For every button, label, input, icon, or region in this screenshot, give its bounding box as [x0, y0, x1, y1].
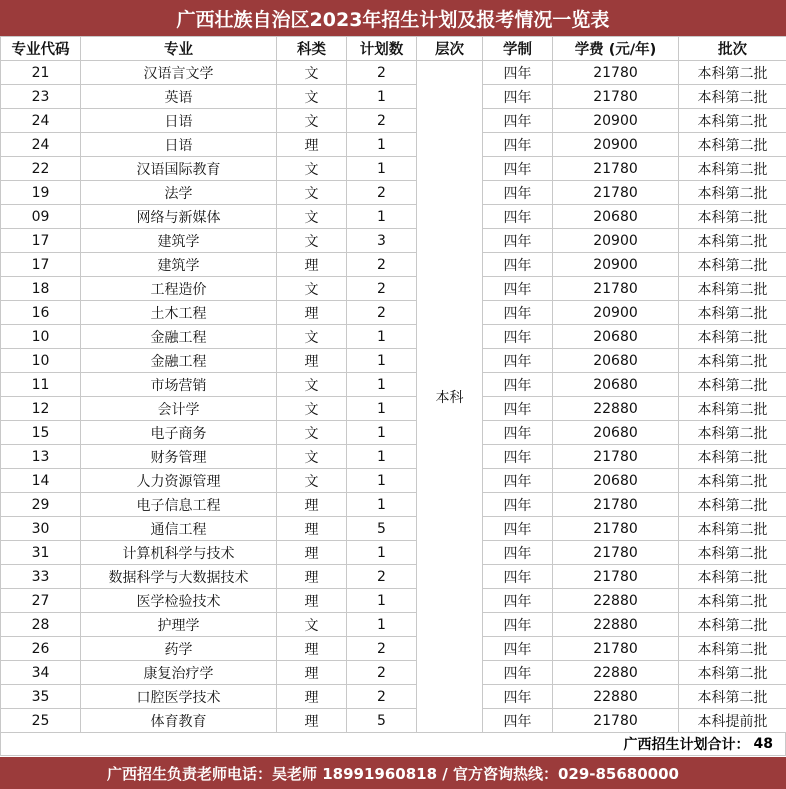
cell-batch: 本科第二批 [679, 541, 786, 565]
cell-batch: 本科第二批 [679, 397, 786, 421]
cell-code: 28 [1, 613, 81, 637]
cell-duration: 四年 [483, 493, 553, 517]
table-row [1, 685, 786, 709]
table-row [1, 181, 786, 205]
cell-fee: 20900 [553, 253, 679, 277]
cell-major: 建筑学 [81, 253, 277, 277]
table-body [1, 61, 786, 733]
cell-duration: 四年 [483, 421, 553, 445]
cell-code: 23 [1, 85, 81, 109]
cell-plan: 2 [347, 253, 417, 277]
cell-code: 14 [1, 469, 81, 493]
cell-code: 10 [1, 349, 81, 373]
cell-level: 本科 [417, 61, 483, 733]
cell-duration: 四年 [483, 541, 553, 565]
cell-code: 24 [1, 133, 81, 157]
cell-major: 电子信息工程 [81, 493, 277, 517]
cell-fee: 21780 [553, 565, 679, 589]
cell-category: 文 [277, 181, 347, 205]
cell-code: 25 [1, 709, 81, 733]
cell-duration: 四年 [483, 181, 553, 205]
cell-duration: 四年 [483, 109, 553, 133]
cell-duration: 四年 [483, 445, 553, 469]
cell-category: 文 [277, 325, 347, 349]
cell-fee: 21780 [553, 181, 679, 205]
cell-fee: 22880 [553, 685, 679, 709]
table-row [1, 589, 786, 613]
cell-duration: 四年 [483, 517, 553, 541]
cell-category: 理 [277, 493, 347, 517]
cell-fee: 21780 [553, 541, 679, 565]
cell-category: 文 [277, 229, 347, 253]
table-row [1, 565, 786, 589]
cell-fee: 21780 [553, 637, 679, 661]
cell-duration: 四年 [483, 589, 553, 613]
cell-duration: 四年 [483, 133, 553, 157]
cell-duration: 四年 [483, 301, 553, 325]
cell-batch: 本科第二批 [679, 661, 786, 685]
cell-major: 金融工程 [81, 325, 277, 349]
table-row [1, 469, 786, 493]
cell-batch: 本科第二批 [679, 493, 786, 517]
table-row [1, 445, 786, 469]
cell-major: 金融工程 [81, 349, 277, 373]
table-row [1, 253, 786, 277]
cell-major: 会计学 [81, 397, 277, 421]
cell-category: 理 [277, 565, 347, 589]
cell-category: 文 [277, 205, 347, 229]
table-row [1, 637, 786, 661]
cell-duration: 四年 [483, 349, 553, 373]
cell-major: 市场营销 [81, 373, 277, 397]
cell-plan: 1 [347, 157, 417, 181]
cell-fee: 20680 [553, 373, 679, 397]
cell-code: 17 [1, 253, 81, 277]
cell-batch: 本科第二批 [679, 445, 786, 469]
cell-batch: 本科第二批 [679, 301, 786, 325]
cell-duration: 四年 [483, 229, 553, 253]
cell-category: 理 [277, 541, 347, 565]
cell-code: 15 [1, 421, 81, 445]
cell-plan: 2 [347, 637, 417, 661]
cell-code: 29 [1, 493, 81, 517]
cell-plan: 2 [347, 685, 417, 709]
cell-code: 30 [1, 517, 81, 541]
cell-category: 理 [277, 133, 347, 157]
cell-plan: 1 [347, 589, 417, 613]
cell-fee: 22880 [553, 589, 679, 613]
cell-major: 体育教育 [81, 709, 277, 733]
cell-duration: 四年 [483, 253, 553, 277]
table-header-row [1, 37, 786, 61]
cell-duration: 四年 [483, 613, 553, 637]
cell-fee: 20900 [553, 133, 679, 157]
header-code: 专业代码 [1, 37, 81, 61]
cell-duration: 四年 [483, 205, 553, 229]
table-row [1, 349, 786, 373]
cell-major: 日语 [81, 109, 277, 133]
cell-fee: 21780 [553, 445, 679, 469]
cell-batch: 本科第二批 [679, 61, 786, 85]
cell-category: 文 [277, 109, 347, 133]
cell-plan: 1 [347, 493, 417, 517]
cell-plan: 1 [347, 541, 417, 565]
header-batch: 批次 [679, 37, 786, 61]
cell-major: 口腔医学技术 [81, 685, 277, 709]
cell-fee: 20900 [553, 301, 679, 325]
cell-major: 建筑学 [81, 229, 277, 253]
cell-category: 文 [277, 445, 347, 469]
cell-batch: 本科第二批 [679, 517, 786, 541]
cell-fee: 21780 [553, 709, 679, 733]
cell-category: 理 [277, 301, 347, 325]
cell-major: 工程造价 [81, 277, 277, 301]
cell-category: 理 [277, 253, 347, 277]
cell-fee: 22880 [553, 613, 679, 637]
cell-batch: 本科第二批 [679, 589, 786, 613]
cell-duration: 四年 [483, 565, 553, 589]
cell-plan: 3 [347, 229, 417, 253]
cell-plan: 2 [347, 301, 417, 325]
cell-plan: 5 [347, 517, 417, 541]
admission-plan-table [0, 36, 786, 733]
header-duration: 学制 [483, 37, 553, 61]
cell-major: 电子商务 [81, 421, 277, 445]
table-row [1, 397, 786, 421]
contact-footer: 广西招生负责老师电话：吴老师 18991960818 / 官方咨询热线：029-85680000 [0, 757, 786, 789]
cell-code: 16 [1, 301, 81, 325]
cell-batch: 本科第二批 [679, 253, 786, 277]
cell-batch: 本科提前批 [679, 709, 786, 733]
table-row [1, 373, 786, 397]
cell-code: 34 [1, 661, 81, 685]
cell-category: 理 [277, 637, 347, 661]
table-row [1, 85, 786, 109]
cell-batch: 本科第二批 [679, 325, 786, 349]
total-value: 48 [753, 736, 773, 752]
cell-category: 理 [277, 589, 347, 613]
cell-plan: 1 [347, 613, 417, 637]
table-row [1, 61, 786, 85]
cell-duration: 四年 [483, 325, 553, 349]
cell-fee: 21780 [553, 517, 679, 541]
cell-major: 英语 [81, 85, 277, 109]
cell-category: 理 [277, 709, 347, 733]
cell-major: 汉语国际教育 [81, 157, 277, 181]
cell-code: 17 [1, 229, 81, 253]
cell-code: 19 [1, 181, 81, 205]
cell-batch: 本科第二批 [679, 421, 786, 445]
table-row [1, 517, 786, 541]
cell-major: 汉语言文学 [81, 61, 277, 85]
cell-plan: 1 [347, 469, 417, 493]
cell-major: 数据科学与大数据技术 [81, 565, 277, 589]
table-row [1, 133, 786, 157]
cell-major: 康复治疗学 [81, 661, 277, 685]
cell-major: 日语 [81, 133, 277, 157]
cell-category: 理 [277, 349, 347, 373]
cell-batch: 本科第二批 [679, 613, 786, 637]
table-row [1, 109, 786, 133]
cell-major: 医学检验技术 [81, 589, 277, 613]
cell-category: 文 [277, 469, 347, 493]
cell-major: 财务管理 [81, 445, 277, 469]
table-row [1, 493, 786, 517]
cell-fee: 21780 [553, 85, 679, 109]
cell-fee: 22880 [553, 397, 679, 421]
cell-batch: 本科第二批 [679, 133, 786, 157]
total-row [0, 733, 786, 756]
cell-fee: 20900 [553, 109, 679, 133]
cell-category: 理 [277, 685, 347, 709]
cell-plan: 1 [347, 421, 417, 445]
cell-fee: 22880 [553, 661, 679, 685]
cell-fee: 21780 [553, 61, 679, 85]
cell-batch: 本科第二批 [679, 349, 786, 373]
table-row [1, 661, 786, 685]
cell-code: 27 [1, 589, 81, 613]
table-row [1, 229, 786, 253]
cell-duration: 四年 [483, 685, 553, 709]
cell-plan: 1 [347, 133, 417, 157]
cell-plan: 2 [347, 109, 417, 133]
cell-plan: 1 [347, 349, 417, 373]
cell-batch: 本科第二批 [679, 205, 786, 229]
cell-major: 网络与新媒体 [81, 205, 277, 229]
cell-batch: 本科第二批 [679, 229, 786, 253]
cell-duration: 四年 [483, 661, 553, 685]
cell-plan: 1 [347, 325, 417, 349]
cell-fee: 21780 [553, 493, 679, 517]
cell-major: 人力资源管理 [81, 469, 277, 493]
cell-code: 11 [1, 373, 81, 397]
cell-category: 理 [277, 517, 347, 541]
cell-duration: 四年 [483, 709, 553, 733]
cell-category: 文 [277, 613, 347, 637]
cell-code: 12 [1, 397, 81, 421]
table-row [1, 157, 786, 181]
cell-category: 文 [277, 61, 347, 85]
cell-batch: 本科第二批 [679, 469, 786, 493]
table-row [1, 277, 786, 301]
header-fee: 学费 (元/年) [553, 37, 679, 61]
cell-code: 13 [1, 445, 81, 469]
table-row [1, 421, 786, 445]
cell-plan: 2 [347, 181, 417, 205]
cell-plan: 2 [347, 277, 417, 301]
cell-category: 文 [277, 373, 347, 397]
cell-code: 22 [1, 157, 81, 181]
cell-category: 理 [277, 661, 347, 685]
cell-fee: 21780 [553, 277, 679, 301]
header-category: 科类 [277, 37, 347, 61]
cell-batch: 本科第二批 [679, 637, 786, 661]
cell-fee: 21780 [553, 157, 679, 181]
cell-fee: 20680 [553, 325, 679, 349]
cell-plan: 2 [347, 61, 417, 85]
cell-code: 21 [1, 61, 81, 85]
cell-code: 24 [1, 109, 81, 133]
cell-category: 文 [277, 397, 347, 421]
cell-batch: 本科第二批 [679, 685, 786, 709]
table-row [1, 301, 786, 325]
cell-batch: 本科第二批 [679, 157, 786, 181]
cell-plan: 2 [347, 565, 417, 589]
cell-duration: 四年 [483, 61, 553, 85]
total-label: 广西招生计划合计： [623, 737, 750, 753]
cell-code: 35 [1, 685, 81, 709]
cell-code: 26 [1, 637, 81, 661]
cell-major: 护理学 [81, 613, 277, 637]
cell-duration: 四年 [483, 277, 553, 301]
cell-duration: 四年 [483, 397, 553, 421]
cell-batch: 本科第二批 [679, 85, 786, 109]
cell-batch: 本科第二批 [679, 277, 786, 301]
cell-duration: 四年 [483, 85, 553, 109]
table-row [1, 541, 786, 565]
table-row [1, 325, 786, 349]
cell-major: 药学 [81, 637, 277, 661]
cell-duration: 四年 [483, 157, 553, 181]
table-row [1, 613, 786, 637]
cell-duration: 四年 [483, 373, 553, 397]
cell-plan: 2 [347, 661, 417, 685]
cell-code: 10 [1, 325, 81, 349]
cell-major: 计算机科学与技术 [81, 541, 277, 565]
cell-category: 文 [277, 157, 347, 181]
cell-fee: 20680 [553, 349, 679, 373]
cell-fee: 20680 [553, 205, 679, 229]
header-major: 专业 [81, 37, 277, 61]
cell-category: 文 [277, 277, 347, 301]
cell-batch: 本科第二批 [679, 181, 786, 205]
cell-batch: 本科第二批 [679, 109, 786, 133]
cell-plan: 5 [347, 709, 417, 733]
cell-fee: 20680 [553, 421, 679, 445]
cell-category: 文 [277, 85, 347, 109]
cell-fee: 20900 [553, 229, 679, 253]
cell-plan: 1 [347, 85, 417, 109]
cell-duration: 四年 [483, 637, 553, 661]
cell-code: 31 [1, 541, 81, 565]
cell-major: 法学 [81, 181, 277, 205]
cell-batch: 本科第二批 [679, 373, 786, 397]
cell-batch: 本科第二批 [679, 565, 786, 589]
cell-duration: 四年 [483, 469, 553, 493]
cell-code: 09 [1, 205, 81, 229]
table-row [1, 205, 786, 229]
header-level: 层次 [417, 37, 483, 61]
cell-major: 通信工程 [81, 517, 277, 541]
cell-code: 18 [1, 277, 81, 301]
page-title: 广西壮族自治区2023年招生计划及报考情况一览表 [0, 0, 786, 36]
cell-code: 33 [1, 565, 81, 589]
cell-plan: 1 [347, 445, 417, 469]
cell-plan: 1 [347, 397, 417, 421]
header-plan: 计划数 [347, 37, 417, 61]
cell-plan: 1 [347, 205, 417, 229]
cell-major: 土木工程 [81, 301, 277, 325]
cell-plan: 1 [347, 373, 417, 397]
cell-category: 文 [277, 421, 347, 445]
cell-fee: 20680 [553, 469, 679, 493]
table-row [1, 709, 786, 733]
